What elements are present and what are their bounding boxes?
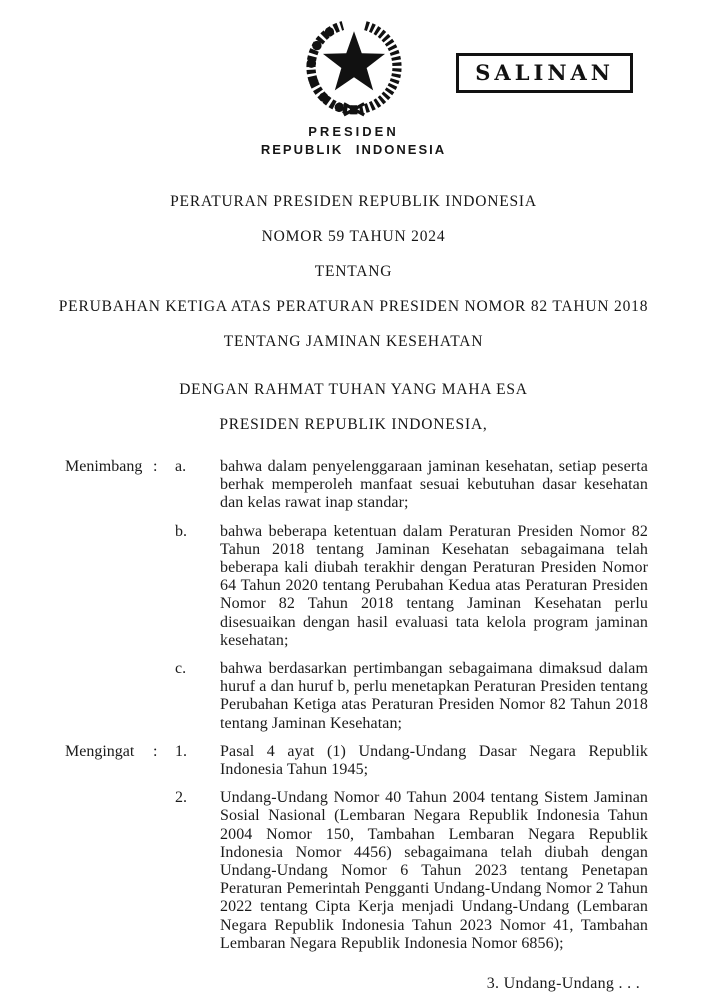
mengingat-colon: : [153,742,158,760]
menimbang-item-c [65,660,648,733]
menimbang-item-a [65,458,648,513]
item-text: Pasal 4 ayat (1) Undang-Undang Dasar Negara Republik Indonesia Tahun 1945; [220,742,648,779]
item-text: bahwa dalam penyelenggaraan jaminan kesehatan, setiap peserta berhak memperoleh manfaat sesuai kebutuhan dasar kesehatan dan kelas rawat inap standar; [220,458,648,512]
item-text: bahwa beberapa ketentuan dalam Peraturan Presiden Nomor 82 Tahun 2018 tentang Jaminan Kesehatan sebagaimana telah beberapa kali diubah terakhir dengan Peraturan Presiden Nomor 64 Tahun 2020 tentang Perubahan Kedua atas Peraturan Presiden Nomor 82 Tahun 2018 tentang Jaminan Kesehatan perlu disesuaikan dengan hasil evaluasi tata kelola program jaminan kesehatan; [220,522,648,649]
item-text: Undang-Undang Nomor 40 Tahun 2004 tentang Sistem Jaminan Sosial Nasional (Lembaran Negara Republik Indonesia Tahun 2004 Nomor 150, Tambahan Lembaran Negara Republik Indonesia Nomor 4456) sebagaimana telah diubah dengan Undang-Undang Nomor 6 Tahun 2023 tentang Penetapan Peraturan Pemerintah Pengganti Undang-Undang Nomor 2 Tahun 2022 tentang Cipta Kerja menjadi Undang-Undang (Lembaran Negara Republik Indonesia Tahun 2023 Nomor 41, Tambahan Lembaran Negara Republik Indonesia Nomor 6856); [220,789,648,952]
title-tentang: TENTANG [314,263,393,280]
mengingat-section [65,743,648,953]
item-marker: b. [175,522,187,540]
page-catchword: 3. Undang-Undang . . . [486,975,640,992]
menimbang-label: Menimbang [65,458,143,475]
letterhead [0,0,707,157]
salinan-stamp: SALINAN [456,53,633,93]
title-subject-line1: PERUBAHAN KETIGA ATAS PERATURAN PRESIDEN NOMOR 82 TAHUN 2018 [58,298,649,315]
mengingat-label: Mengingat [65,742,135,760]
item-marker: a. [175,458,187,475]
title-number-year: NOMOR 59 TAHUN 2024 [261,228,446,245]
star-wreath-emblem-icon [301,16,407,118]
letterhead-republik-indonesia-text: REPUBLIK INDONESIA [260,142,447,157]
menimbang-section [65,458,648,733]
title-invocation: DENGAN RAHMAT TUHAN YANG MAHA ESA [179,381,528,398]
item-marker: 2. [175,789,187,807]
title-subject-line2: TENTANG JAMINAN KESEHATAN [223,333,484,350]
mengingat-item-1 [65,743,648,779]
title-regulation-name: PERATURAN PRESIDEN REPUBLIK INDONESIA [170,193,537,210]
menimbang-colon: : [153,458,158,475]
item-text: bahwa berdasarkan pertimbangan sebagaimana dimaksud dalam huruf a dan huruf b, perlu menetapkan Peraturan Presiden tentang Perubahan Ketiga atas Peraturan Presiden Nomor 82 Tahun 2018 tentang Jaminan Kesehatan; [220,660,648,732]
menimbang-item-b [65,523,648,650]
letterhead-presiden-text: PRESIDEN [308,124,399,139]
title-authority: PRESIDEN REPUBLIK INDONESIA, [219,416,488,433]
regulation-title-block [0,193,707,434]
item-marker: c. [175,660,187,678]
item-marker: 1. [175,742,187,760]
mengingat-item-2 [65,789,648,953]
preamble [0,458,707,953]
